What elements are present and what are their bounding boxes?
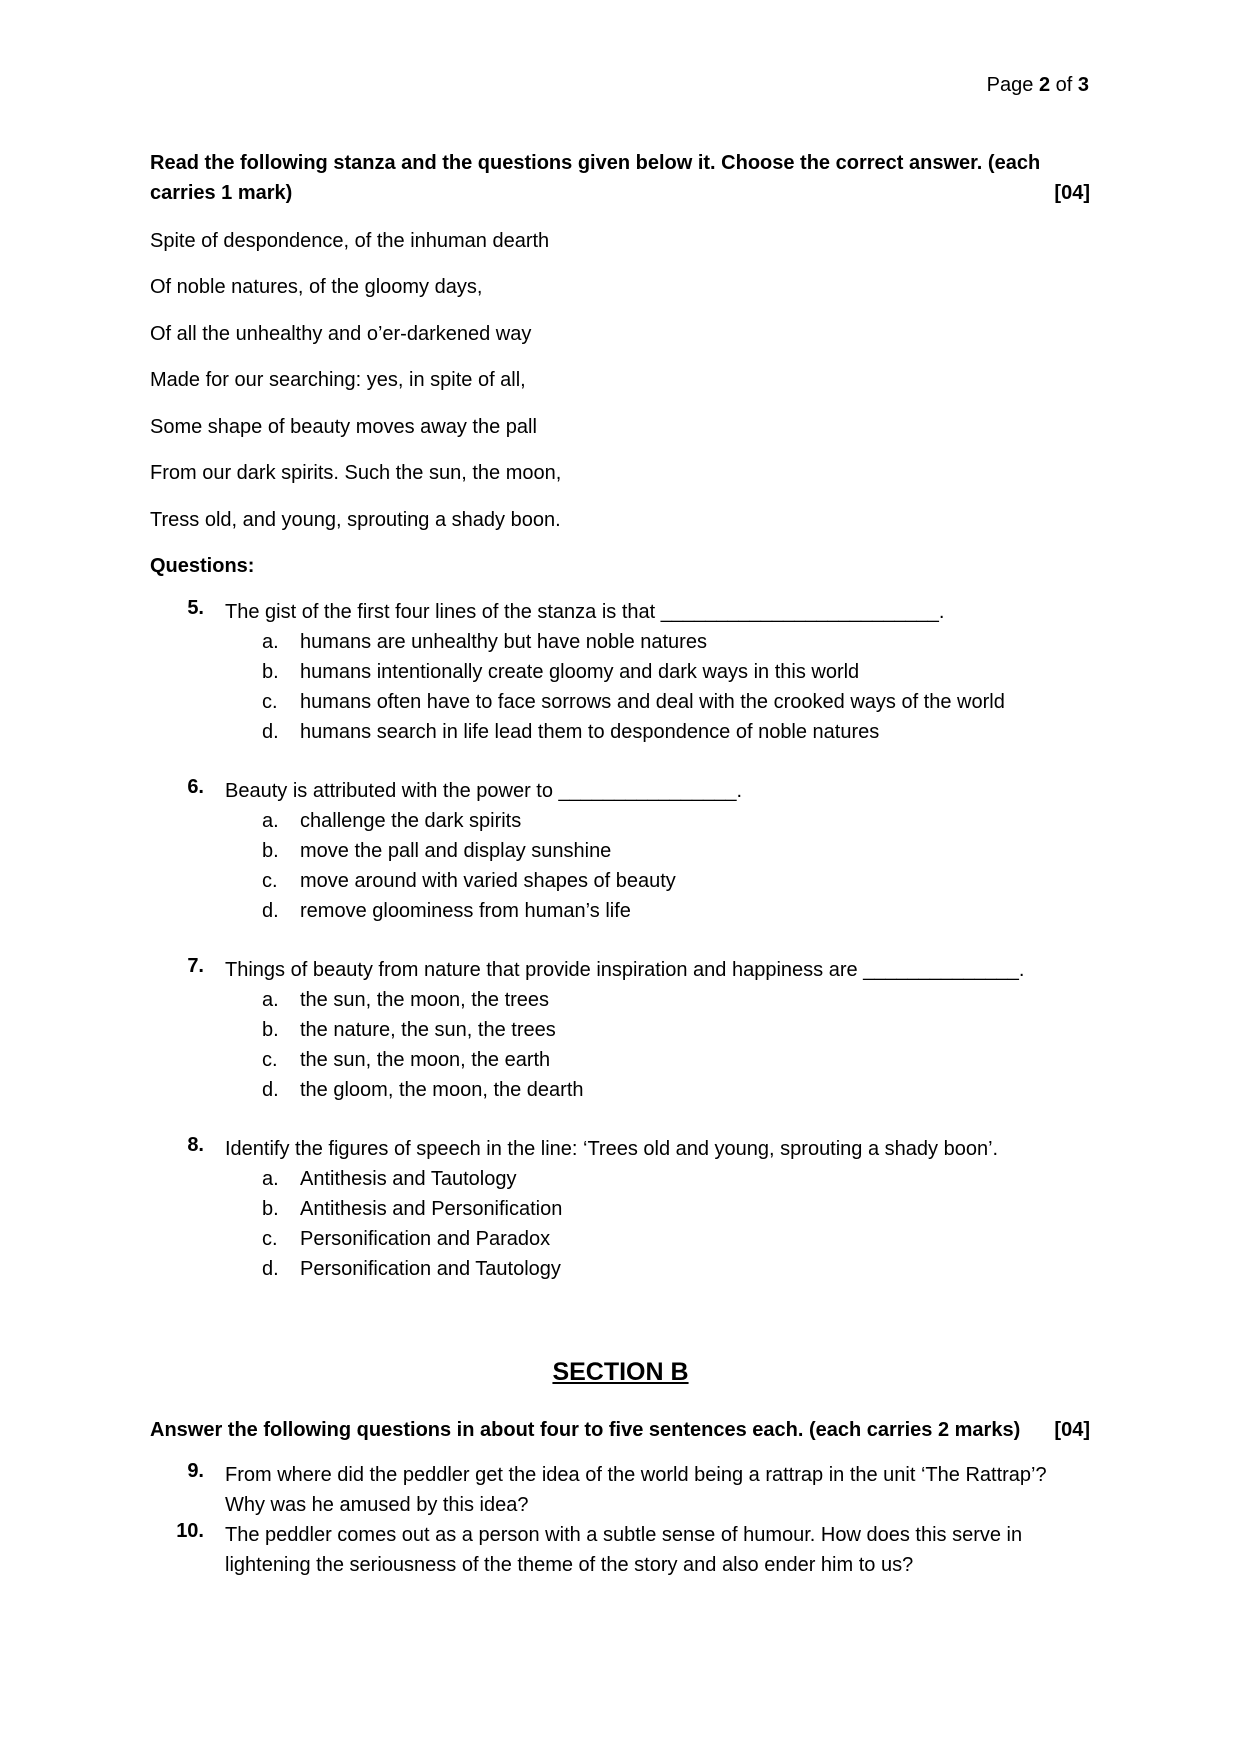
instruction-text: Read the following stanza and the questions given below it. Choose the correct answer. (each carries 1 mark) <box>150 152 1041 204</box>
question-number: 9. <box>187 1460 204 1482</box>
option-item: c. Personification and Paradox <box>262 1228 551 1250</box>
question-text: From where did the peddler get the idea of the world being a rattrap in the unit ‘The Rattrap’? Why was he amused by this idea? <box>225 1464 1047 1516</box>
question-text: The gist of the first four lines of the stanza is that _________________________. <box>225 601 945 623</box>
instruction-section-b <box>150 1415 1090 1445</box>
question-number: 5. <box>187 597 204 619</box>
option-item: b. humans intentionally create gloomy and dark ways in this world <box>262 661 860 683</box>
stanza-line: Made for our searching: yes, in spite of all, <box>150 369 526 391</box>
page-number <box>987 74 1089 97</box>
page-prefix: Page <box>986 74 1034 96</box>
stanza-line: Tress old, and young, sprouting a shady boon. <box>150 509 561 531</box>
answer-blank: ______________ <box>863 959 1019 981</box>
instruction-section-a <box>150 148 1090 208</box>
question-number: 6. <box>187 776 204 798</box>
question-text: Identify the figures of speech in the line: ‘Trees old and young, sprouting a shady boon’. <box>225 1138 999 1160</box>
instruction-marks: [04] <box>1054 182 1090 204</box>
question-7 <box>150 955 1090 1105</box>
instruction-marks: [04] <box>1054 1419 1090 1441</box>
option-item: b. move the pall and display sunshine <box>262 840 612 862</box>
question-10 <box>150 1520 1090 1580</box>
page-current: 2 <box>1038 74 1051 96</box>
options-list <box>150 806 1090 926</box>
page-total: 3 <box>1077 74 1089 96</box>
options-list <box>150 627 1090 747</box>
question-number: 7. <box>187 955 204 977</box>
option-item: d. remove gloominess from human’s life <box>262 900 631 922</box>
option-item: b. Antithesis and Personification <box>262 1198 563 1220</box>
option-item: a. humans are unhealthy but have noble natures <box>262 631 707 653</box>
option-item: a. the sun, the moon, the trees <box>262 989 550 1011</box>
option-item: b. the nature, the sun, the trees <box>262 1019 556 1041</box>
option-item: d. the gloom, the moon, the dearth <box>262 1079 584 1101</box>
question-5 <box>150 597 1090 747</box>
question-6 <box>150 776 1090 926</box>
stanza-line: Of noble natures, of the gloomy days, <box>150 276 483 298</box>
options-list <box>150 985 1090 1105</box>
option-item: a. Antithesis and Tautology <box>262 1168 517 1190</box>
question-8 <box>150 1134 1090 1284</box>
option-item: c. humans often have to face sorrows and deal with the crooked ways of the world <box>262 691 1005 713</box>
questions-heading: Questions: <box>150 555 255 577</box>
question-9 <box>150 1460 1090 1520</box>
question-number: 8. <box>187 1134 204 1156</box>
section-b-title: SECTION B <box>552 1358 689 1386</box>
question-number: 10. <box>176 1520 204 1542</box>
answer-blank: ________________ <box>558 780 737 802</box>
option-item: d. Personification and Tautology <box>262 1258 561 1280</box>
option-item: a. challenge the dark spirits <box>262 810 522 832</box>
stanza-line: Spite of despondence, of the inhuman dearth <box>150 230 550 252</box>
option-item: c. move around with varied shapes of beauty <box>262 870 676 892</box>
page-of: of <box>1055 74 1073 96</box>
question-text: Beauty is attributed with the power to ________________. <box>225 780 743 802</box>
question-text: The peddler comes out as a person with a subtle sense of humour. How does this serve in lightening the seriousness of the theme of the story and also ender him to us? <box>225 1524 1023 1576</box>
question-text: Things of beauty from nature that provide inspiration and happiness are ______________. <box>225 959 1025 981</box>
stanza-line: Of all the unhealthy and o’er-darkened way <box>150 323 532 345</box>
instruction-text: Answer the following questions in about four to five sentences each. (each carries 2 marks) <box>150 1419 1021 1441</box>
answer-blank: _________________________ <box>660 601 939 623</box>
stanza-line: Some shape of beauty moves away the pall <box>150 416 537 438</box>
option-item: c. the sun, the moon, the earth <box>262 1049 551 1071</box>
options-list <box>150 1164 1090 1284</box>
option-item: d. humans search in life lead them to despondence of noble natures <box>262 721 880 743</box>
stanza-line: From our dark spirits. Such the sun, the moon, <box>150 462 562 484</box>
